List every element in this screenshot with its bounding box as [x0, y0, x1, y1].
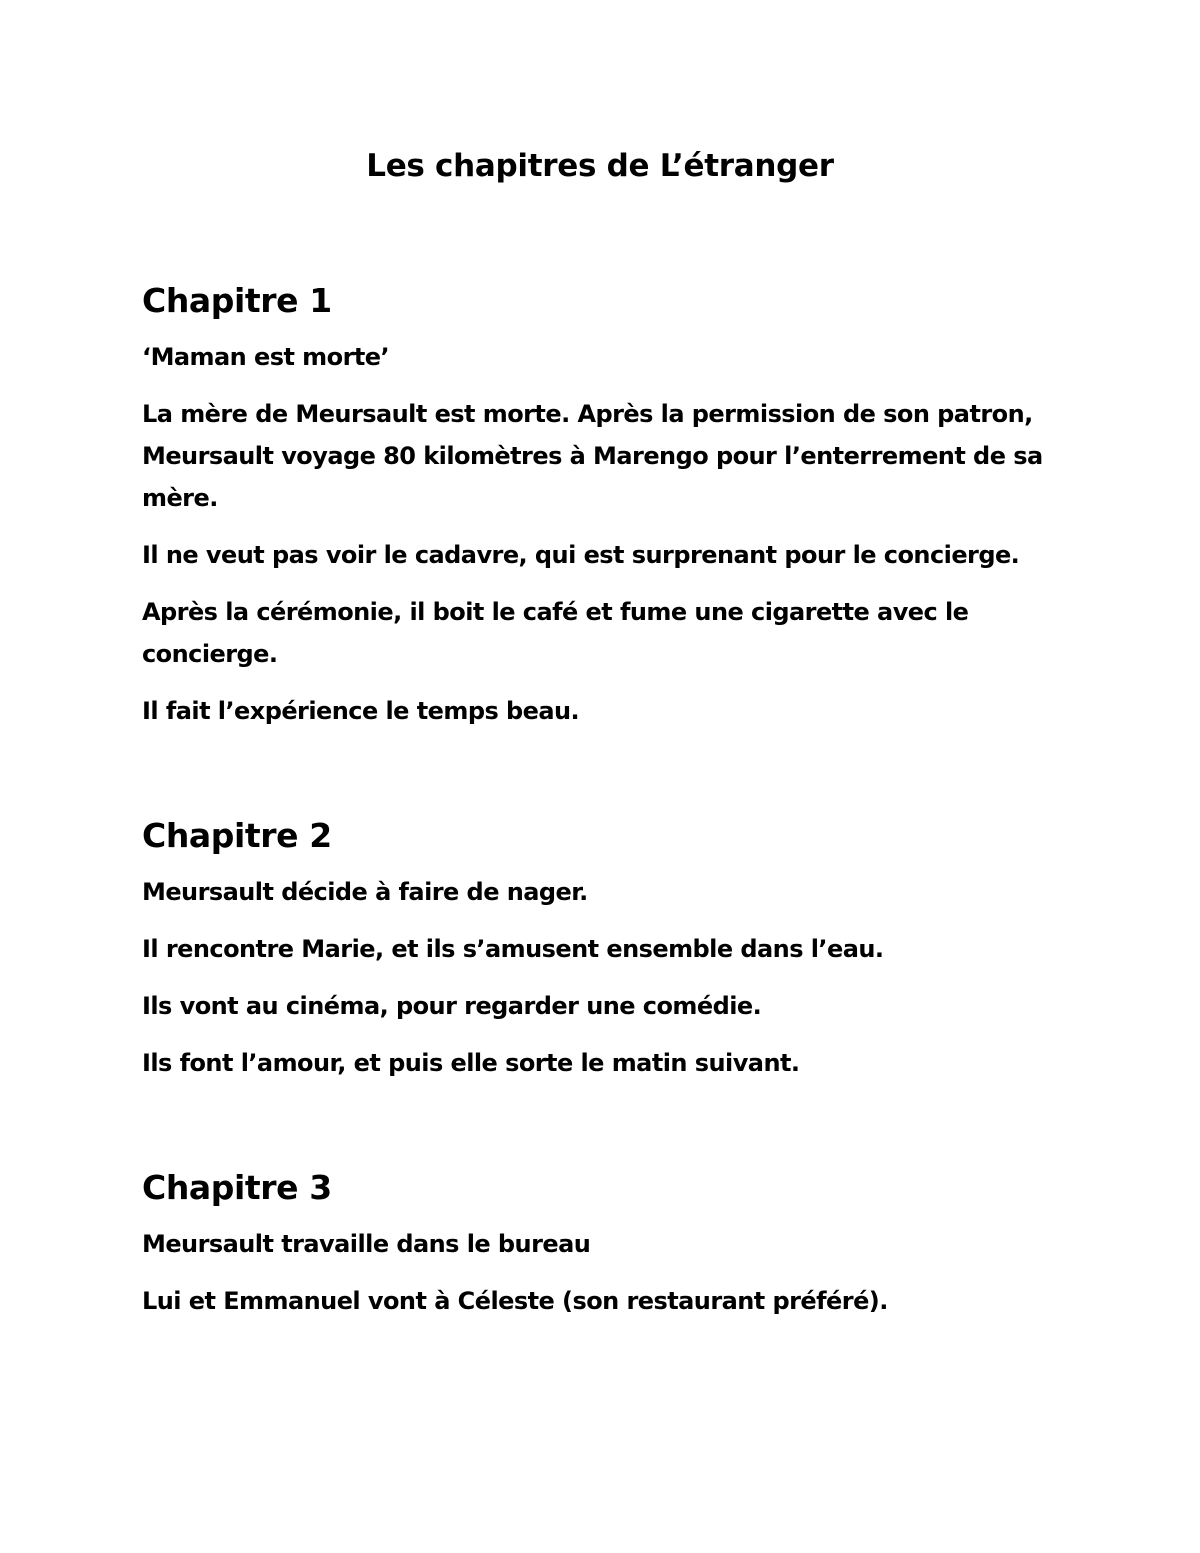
chapter-2-paragraph: Il rencontre Marie, et ils s’amusent ensemble dans l’eau.	[142, 935, 884, 963]
chapter-2-section	[142, 815, 1072, 1099]
chapter-3-paragraph: Meursault travaille dans le bureau	[142, 1230, 591, 1258]
document-title: Les chapitres de L’étranger	[366, 148, 834, 184]
chapter-1-heading: Chapitre 1	[142, 281, 332, 320]
chapter-3-section	[142, 1167, 1072, 1337]
chapter-2-paragraph: Meursault décide à faire de nager.	[142, 878, 588, 906]
chapter-1-paragraph: Il ne veut pas voir le cadavre, qui est surprenant pour le concierge.	[142, 541, 1020, 569]
chapter-2-paragraph: Ils vont au cinéma, pour regarder une comédie.	[142, 992, 762, 1020]
chapter-1-section	[142, 280, 1072, 747]
chapter-2-paragraph: Ils font l’amour, et puis elle sorte le matin suivant.	[142, 1049, 800, 1077]
chapter-3-paragraph: Lui et Emmanuel vont à Céleste (son restaurant préféré).	[142, 1287, 888, 1315]
chapter-3-heading: Chapitre 3	[142, 1168, 332, 1207]
chapter-1-paragraph: Il fait l’expérience le temps beau.	[142, 697, 580, 725]
chapter-1-paragraph: La mère de Meursault est morte. Après la permission de son patron, Meursault voyage 80 kilomètres à Marengo pour l’enterrement de sa mère.	[142, 400, 1043, 512]
chapter-1-paragraph: ‘Maman est morte’	[142, 343, 390, 371]
chapter-2-heading: Chapitre 2	[142, 816, 332, 855]
chapter-1-paragraph: Après la cérémonie, il boit le café et fume une cigarette avec le concierge.	[142, 598, 969, 668]
